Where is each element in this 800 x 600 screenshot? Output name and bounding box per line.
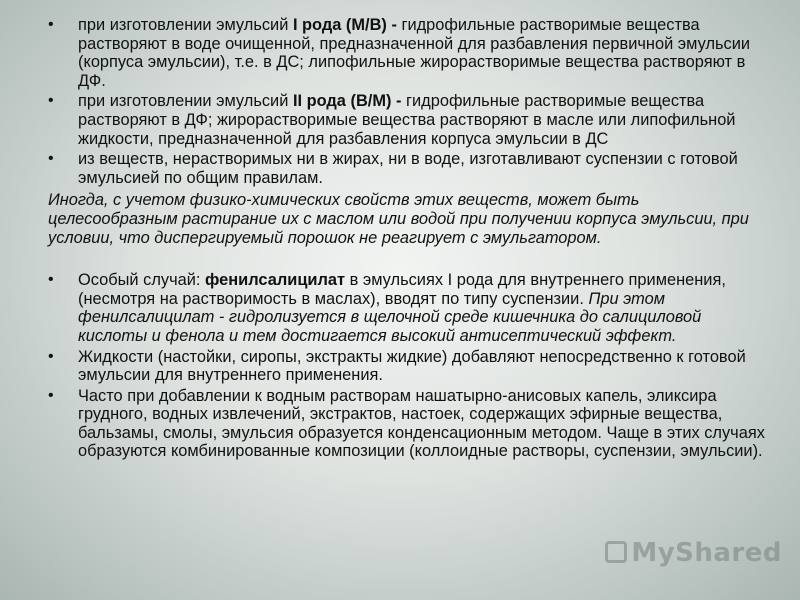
watermark-text: MyShared: [631, 538, 782, 568]
myshared-logo-icon: [605, 541, 627, 563]
watermark-logo: [605, 538, 782, 568]
item-4-bold: фенилсалицилат: [205, 271, 346, 290]
bullet-marker: •: [48, 150, 54, 168]
item-4-pre: Особый случай:: [78, 271, 205, 290]
item-1-pre: при изготовлении эмульсий: [78, 16, 293, 34]
item-2-pre: при изготовлении эмульсий: [78, 92, 293, 111]
bullet-item-4: [48, 271, 768, 345]
item-4-mid: в эмульсиях I рода для внутреннего применения, (несмотря на растворимость в маслах), вводят по типу суспензии.: [78, 271, 726, 308]
bullet-item-5: [48, 348, 768, 385]
bullet-marker: •: [48, 271, 54, 289]
bullet-marker: •: [48, 386, 54, 404]
bullet-item-3: [48, 150, 768, 187]
bullet-item-6: [48, 387, 768, 461]
item-4-italic: При этом фенилсалицилат - гидролизуется в щелочной среде кишечника до салициловой кислоты и фенола и тем достигается высокий антисептический эффект.: [78, 289, 702, 345]
bullet-marker: •: [48, 347, 54, 365]
item-6-text: Часто при добавлении к водным растворам нашатырно-анисовых капель, эликсира грудного, водных извлечений, экстрактов, настоек, содержащих эфирные вещества, бальзамы, смолы, эмульсия образуется конденсационным методом. Чаще в этих случаях образуются комбинированные композиции (коллоидные растворы, суспензии, эмульсии).: [78, 386, 765, 461]
item-2-bold: II рода (В/М) -: [292, 92, 402, 111]
bullet-marker: •: [48, 16, 54, 33]
item-1-post: гидрофильные растворимые вещества растворяют в воде очищенной, предназначенной для разбавления первичной эмульсии (корпуса эмульсии), т.е. в ДС; липофильные жирорастворимые вещества растворяют в ДФ.: [78, 16, 751, 90]
italic-note: Иногда, с учетом физико-химических свойств этих веществ, может быть целесообразным растирание их с маслом или водой при получении корпуса эмульсии, при условии, что диспергируемый порошок не реагирует с эмульгатором.: [48, 191, 749, 247]
bullet-item-2: [48, 92, 768, 148]
item-3-text: из веществ, нерастворимых ни в жирах, ни в воде, изготавливают суспензии с готовой эмульсией по общим правилам.: [78, 150, 738, 187]
bullet-item-1: [48, 16, 768, 90]
item-1-bold: I рода (М/В) -: [292, 16, 397, 34]
item-5-text: Жидкости (настойки, сиропы, экстракты жидкие) добавляют непосредственно к готовой эмульсии для внутреннего применения.: [78, 347, 746, 385]
bullet-marker: •: [48, 92, 54, 110]
item-2-post: гидрофильные растворимые вещества растворяют в ДФ; жирорастворимые вещества растворяют в масле или липофильной жидкости, предназначенной для разбавления корпуса эмульсии в ДС: [78, 92, 736, 148]
spacer: [48, 247, 768, 271]
